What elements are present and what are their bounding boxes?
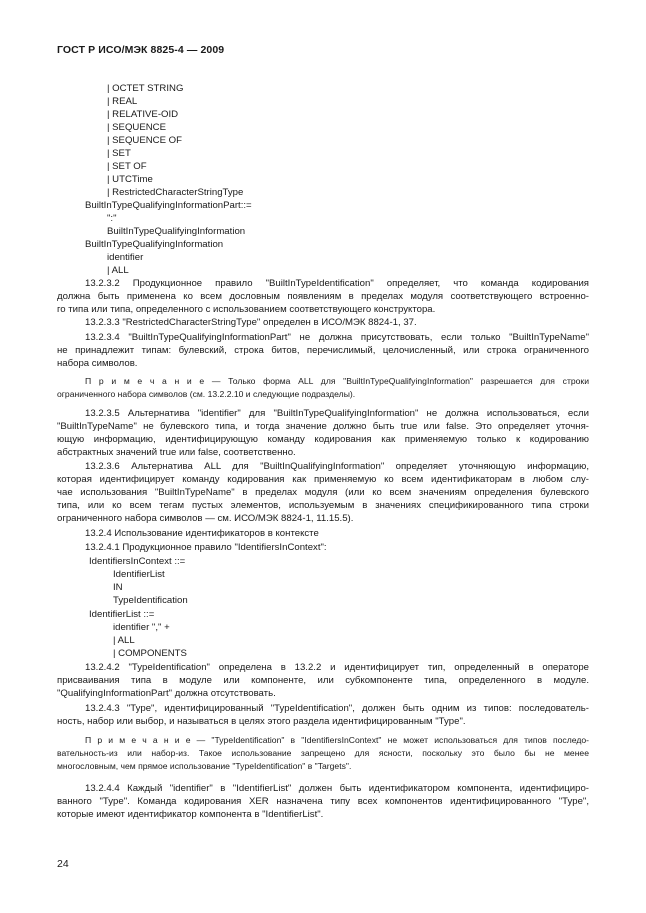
code-line: | SEQUENCE OF	[107, 135, 182, 146]
paragraph-line: "BuiltInTypeName" не булевского типа, и тогда значение должно быть true или false. Это определяет уточня-	[57, 421, 589, 432]
code-line: | COMPONENTS	[113, 648, 187, 659]
paragraph-line: 13.2.4.4 Каждый "identifier" в "IdentifierList" должен быть идентификатором компонента, идентифициро-	[85, 783, 589, 794]
note-line: многословным, чем прямое использование "TypeIdentification" в "Targets".	[57, 761, 352, 771]
note-line: П р и м е ч а н и е — "TypeIdentification" в "IdentifiersInContext" не может использоваться для типов последо-	[85, 735, 589, 745]
code-line: | ALL	[113, 635, 135, 646]
paragraph-line: ющую информацию, идентифицирующую команду кодирования как применяемую только к кодированию	[57, 434, 589, 445]
note-line: ограниченного набора символов (см. 13.2.2.10 и следующие подразделы).	[57, 389, 356, 399]
paragraph-line: 13.2.3.5 Альтернатива "identifier" для "BuiltInTypeQualifyingInformation" не должна использоваться, если	[85, 408, 589, 419]
code-line: BuiltInTypeQualifyingInformation	[85, 239, 224, 250]
paragraph-line: не принадлежит типам: булевский, строка битов, перечислимый, целочисленный, или строка ограниченного	[57, 345, 589, 356]
paragraph-line: чае использования "BuiltInTypeName" в пределах модуля (или ко всем значениям определения булевского	[57, 487, 589, 498]
code-line: | OCTET STRING	[107, 83, 184, 94]
code-line: identifier "," +	[113, 622, 170, 633]
code-line: BuiltInTypeQualifyingInformation	[107, 226, 246, 237]
note-line: П р и м е ч а н и е — Только форма ALL для "BuiltInTypeQualifyingInformation" разрешается для строки	[85, 376, 589, 386]
paragraph-line: 13.2.4.1 Продукционное правило "IdentifiersInContext":	[85, 542, 327, 553]
paragraph-line: ность, набор или выбор, и называться в целях этого раздела идентифицированным "Type".	[57, 716, 466, 727]
code-line: IdentifierList ::=	[89, 609, 155, 620]
paragraph-line: 13.2.4.2 "TypeIdentification" определена в 13.2.2 и идентифицирует тип, определенный в операторе	[85, 662, 589, 673]
paragraph-line: 13.2.3.6 Альтернатива ALL для "BuiltInQualifyingInformation" определяет уточняющую информацию,	[85, 461, 589, 472]
code-line: IN	[113, 582, 123, 593]
paragraph-line: "QualifyingInformationPart" должна отсутствовать.	[57, 688, 276, 699]
paragraph-line: типа, или ко всем тегам пустых элементов, используемым в значениях спецификированного типа строки	[57, 500, 589, 511]
paragraph-line: 13.2.3.3 "RestrictedCharacterStringType" определен в ИСО/МЭК 8824-1, 37.	[85, 317, 417, 328]
paragraph-line: 13.2.4.3 "Type", идентифицированный "TypeIdentification", должен быть одним из типов: последователь-	[85, 703, 589, 714]
paragraph-line: ванного "Type". Команда кодирования XER назначена типу всех компонентов идентифицированного "Type",	[57, 796, 589, 807]
code-line: | ALL	[107, 265, 129, 276]
code-line: | UTCTime	[107, 174, 153, 185]
code-line: IdentifiersInContext ::=	[89, 556, 186, 567]
note-line: вательность-из или набор-из. Такое использование запрещено для ясности, поскольку это было бы не менее	[57, 748, 589, 758]
paragraph-line: 13.2.3.2 Продукционное правило "BuiltInTypeIdentification" определяет, что команда кодирования	[85, 278, 589, 289]
paragraph-line: должна быть применена ко всем дословным появлениям в пределах модуля соответствующего встроенно-	[57, 291, 589, 302]
code-line: | SEQUENCE	[107, 122, 167, 133]
paragraph-line: набора символов.	[57, 358, 138, 369]
code-line: | REAL	[107, 96, 138, 107]
code-line: IdentifierList	[113, 569, 165, 580]
paragraph-line: которая идентифицирует команду кодирования как применяемую ко всем идентификаторам в любом слу-	[57, 474, 589, 485]
paragraph-line: 13.2.3.4 "BuiltInTypeQualifyingInformationPart" не должна присутствовать, если только "BuiltInTypeName"	[85, 332, 589, 343]
code-line: | SET OF	[107, 161, 147, 172]
paragraph-line: которые имеют идентификатор компонента в "IdentifierList".	[57, 809, 324, 820]
code-line: TypeIdentification	[113, 595, 188, 606]
code-line: | RestrictedCharacterStringType	[107, 187, 244, 198]
page-number: 24	[57, 858, 69, 870]
code-line: ":"	[107, 213, 117, 224]
page-header: ГОСТ Р ИСО/МЭК 8825-4 — 2009	[57, 44, 225, 56]
code-line: identifier	[107, 252, 144, 263]
paragraph-line: присваивания типа в модуле или компоненте, или субкомпоненте типа, определенного в модуле.	[57, 675, 589, 686]
paragraph-line: го типа или типа, определенного с использованием соответствующего конструктора.	[57, 304, 436, 315]
code-line: BuiltInTypeQualifyingInformationPart::=	[85, 200, 252, 211]
code-line: | SET	[107, 148, 131, 159]
section-heading: 13.2.4 Использование идентификаторов в контексте	[85, 528, 319, 539]
paragraph-line: абстрактных значений true или false, соответственно.	[57, 447, 296, 458]
paragraph-line: ограниченного набора символов — см. ИСО/МЭК 8824-1, 11.15.5).	[57, 513, 354, 524]
code-line: | RELATIVE-OID	[107, 109, 179, 120]
